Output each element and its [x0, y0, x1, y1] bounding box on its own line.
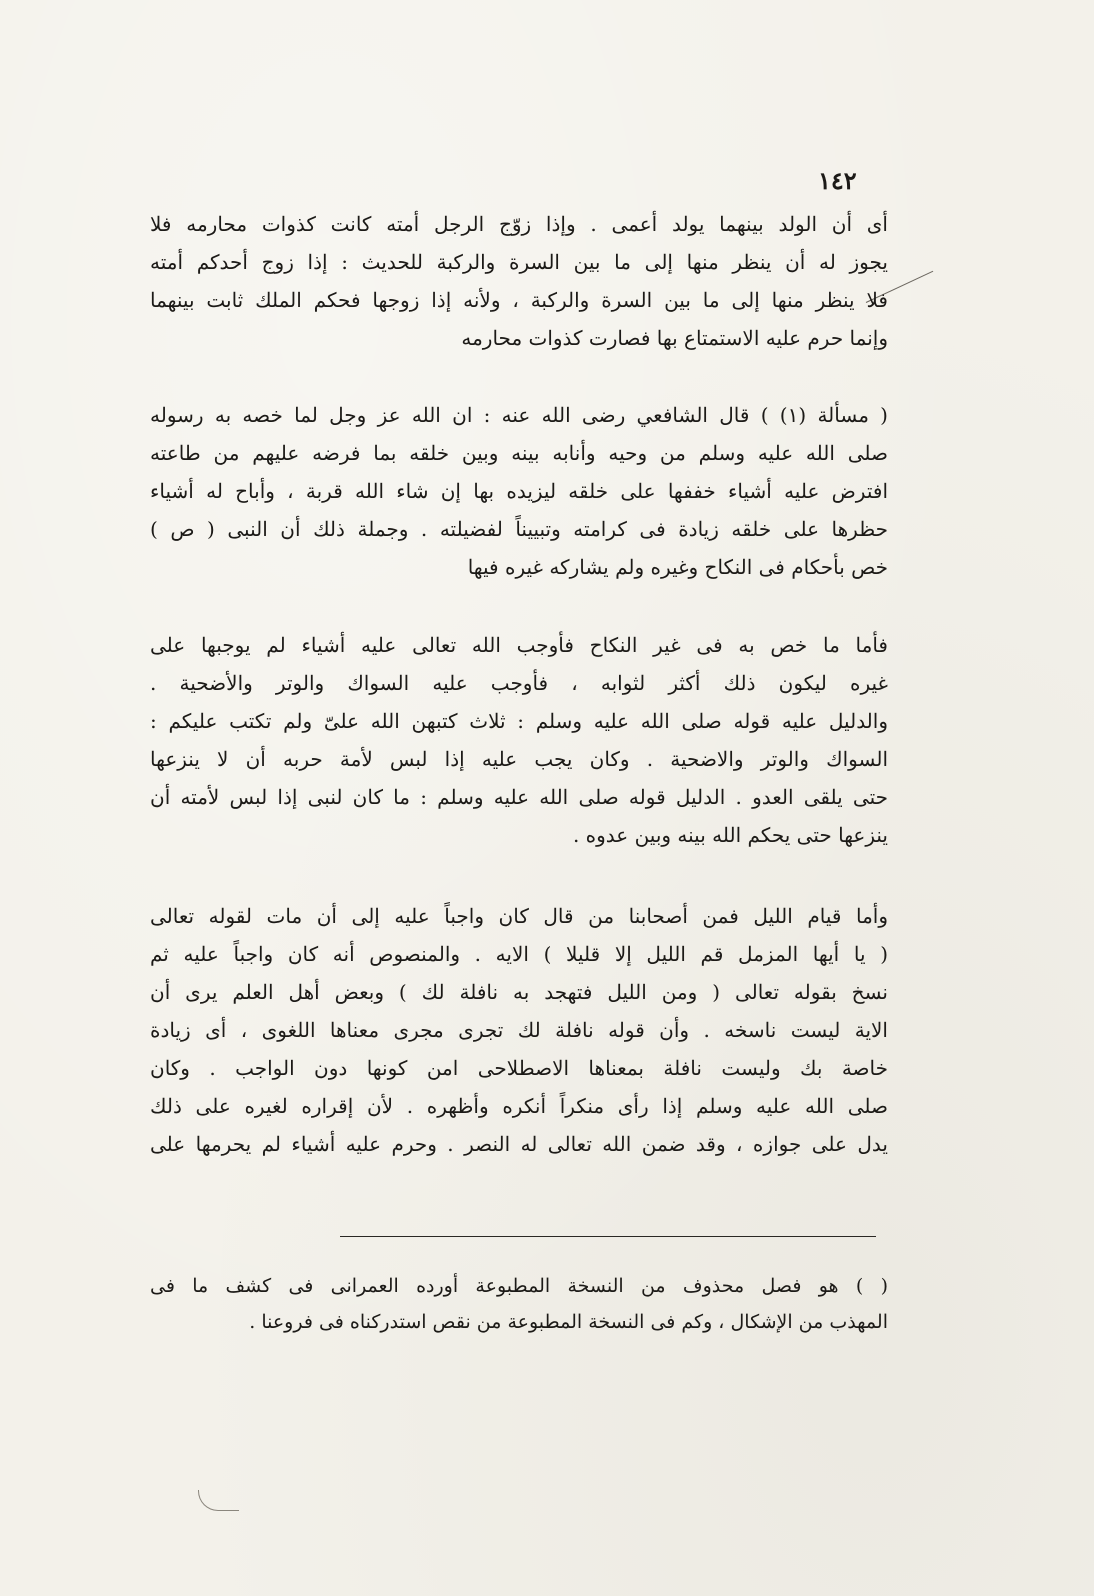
- text-line: والدليل عليه قوله صلى الله عليه وسلم : ثلاث كتبهن الله علىّ ولم تكتب عليكم :: [150, 709, 888, 733]
- text-line: الاية ليست ناسخه . وأن قوله نافلة لك تجرى مجرى معناها اللغوى ، أى زيادة: [150, 1018, 888, 1042]
- text-line: نسخ بقوله تعالى ( ومن الليل فتهجد به نافلة لك ) وبعض أهل العلم يرى أن: [150, 980, 888, 1004]
- text-line: حتى يلقى العدو . الدليل قوله صلى الله عليه وسلم : ما كان لنبى إذا لبس لأمته أن: [150, 785, 888, 809]
- page-number: ١٤٢: [818, 166, 857, 195]
- footnote-divider: [340, 1236, 876, 1237]
- text-line: افترض عليه أشياء خففها على خلقه ليزيده بها إن شاء الله قربة ، وأباح له أشياء: [150, 479, 888, 503]
- footnote-line: ( ) هو فصل محذوف من النسخة المطبوعة أورده العمرانى فى كشف ما فى: [150, 1275, 888, 1297]
- text-line: ينزعها حتى يحكم الله بينه وبين عدوه .: [572, 823, 888, 847]
- text-line: وإنما حرم عليه الاستمتاع بها فصارت كذوات محارمه: [461, 326, 888, 350]
- text-line: صلى الله عليه وسلم إذا رأى منكراً أنكره وأظهره . لأن إقراره لغيره على ذلك: [150, 1094, 888, 1118]
- text-line: صلى الله عليه وسلم من وحيه وأنابه بينه وبين خلقه بما فرضه عليهم من طاعته: [150, 441, 888, 465]
- footnote: [150, 1268, 888, 1340]
- text-line: غيره ليكون ذلك أكثر لثوابه ، فأوجب عليه السواك والوتر والأضحية .: [150, 671, 888, 695]
- text-line: السواك والوتر والاضحية . وكان يجب عليه إذا لبس لأمة حربه أن لا ينزعها: [150, 747, 888, 771]
- text-line: فلا ينظر منها إلى ما بين السرة والركبة ، ولأنه إذا زوجها فحكم الملك ثابت بينهما: [150, 288, 888, 312]
- margin-pencil-mark: [198, 1490, 239, 1511]
- text-line: خص بأحكام فى النكاح وغيره ولم يشاركه غيره فيها: [467, 555, 888, 579]
- footnote-line: المهذب من الإشكال ، وكم فى النسخة المطبوعة من نقص استدركناه فى فروعنا .: [249, 1311, 888, 1333]
- text-line: أى أن الولد بينهما يولد أعمى . وإذا زوّج الرجل أمته كانت كذوات محارمه فلا: [150, 212, 888, 236]
- paragraph-4: [150, 897, 888, 1163]
- text-line: يدل على جوازه ، وقد ضمن الله تعالى له النصر . وحرم عليه أشياء لم يحرمها على: [150, 1132, 888, 1156]
- text-line: ( مسألة (١) ) قال الشافعي رضى الله عنه : ان الله عز وجل لما خصه به رسوله: [150, 403, 888, 427]
- paragraph-1: [150, 205, 888, 357]
- text-line: يجوز له أن ينظر منها إلى ما بين السرة والركبة للحديث : إذا زوج أحدكم أمته: [150, 250, 888, 274]
- text-line: حظرها على خلقه زيادة فى كرامته وتبييناً لفضيلته . وجملة ذلك أن النبى ( ص ): [150, 517, 888, 541]
- text-line: فأما ما خص به فى غير النكاح فأوجب الله تعالى عليه أشياء لم يوجبها على: [150, 633, 888, 657]
- text-line: خاصة بك وليست نافلة بمعناها الاصطلاحى امن كونها دون الواجب . وكان: [150, 1056, 888, 1080]
- paragraph-3: [150, 626, 888, 854]
- paragraph-2: [150, 396, 888, 586]
- text-line: وأما قيام الليل فمن أصحابنا من قال كان واجباً عليه إلى أن مات لقوله تعالى: [150, 904, 888, 928]
- text-line: ( يا أيها المزمل قم الليل إلا قليلا ) الايه . والمنصوص أنه كان واجباً عليه ثم: [150, 942, 888, 966]
